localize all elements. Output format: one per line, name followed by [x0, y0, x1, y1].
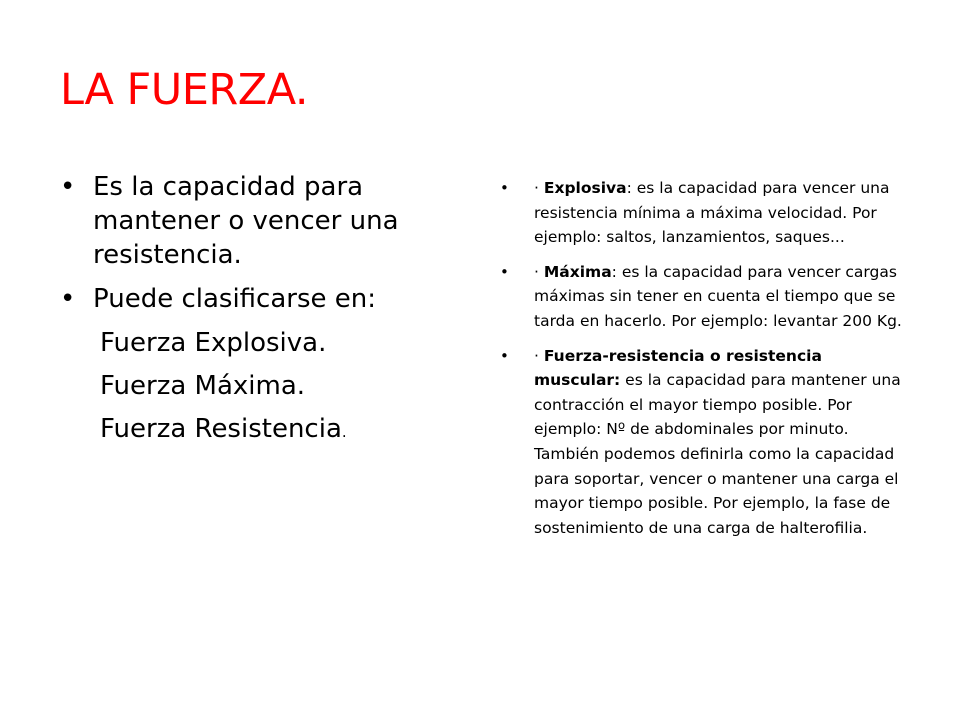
definition-item — [500, 260, 910, 334]
definition-prefix: · — [534, 179, 544, 197]
definition-text: es la capacidad para mantener una contracción el mayor tiempo posible. Por ejemplo: Nº de abdominales por minuto. También podemos definirla como la capacidad para soportar, vencer o mantener una carga el mayor tiempo posible. Por ejemplo, la fase de sostenimiento de una carga de halterofilia. — [534, 371, 901, 537]
bullet-item — [60, 282, 450, 316]
type-explosiva: Fuerza Explosiva. — [100, 328, 327, 358]
definition-term: Explosiva — [543, 179, 627, 197]
type-resistencia-period: . — [341, 423, 347, 441]
slide-title: LA FUERZA. — [60, 65, 309, 115]
definition-text: : es la capacidad para vencer una resistencia mínima a máxima velocidad. Por ejemplo: saltos, lanzamientos, saques... — [534, 179, 890, 247]
definition-item — [500, 176, 910, 250]
definition-prefix: · — [534, 262, 544, 281]
bullet-icon: • — [500, 179, 509, 197]
bullet-item — [60, 170, 450, 272]
definition-text: : es la capacidad para vencer cargas máximas sin tener en cuenta el tiempo que se tarda en hacerlo. Por ejemplo: levantar 200 Kg. — [534, 262, 902, 330]
bullet-icon: • — [500, 262, 509, 281]
right-column — [500, 176, 910, 550]
definition-term: Fuerza-resistencia o resistencia muscular: — [534, 346, 822, 390]
bullet-icon: • — [500, 346, 509, 365]
type-resistencia-label: Fuerza Resistencia — [100, 414, 342, 444]
type-maxima: Fuerza Máxima. — [100, 371, 306, 401]
bullet-icon: • — [60, 284, 76, 314]
type-resistencia — [60, 412, 450, 449]
bullet-text-classification: Puede clasificarse en: — [93, 284, 377, 314]
definition-prefix: · — [534, 346, 544, 365]
definition-item — [500, 344, 910, 541]
left-column — [60, 170, 450, 458]
bullet-icon: • — [60, 172, 76, 202]
bullet-text-definition: Es la capacidad para mantener o vencer una resistencia. — [93, 172, 399, 270]
definition-term: Máxima — [543, 262, 612, 281]
